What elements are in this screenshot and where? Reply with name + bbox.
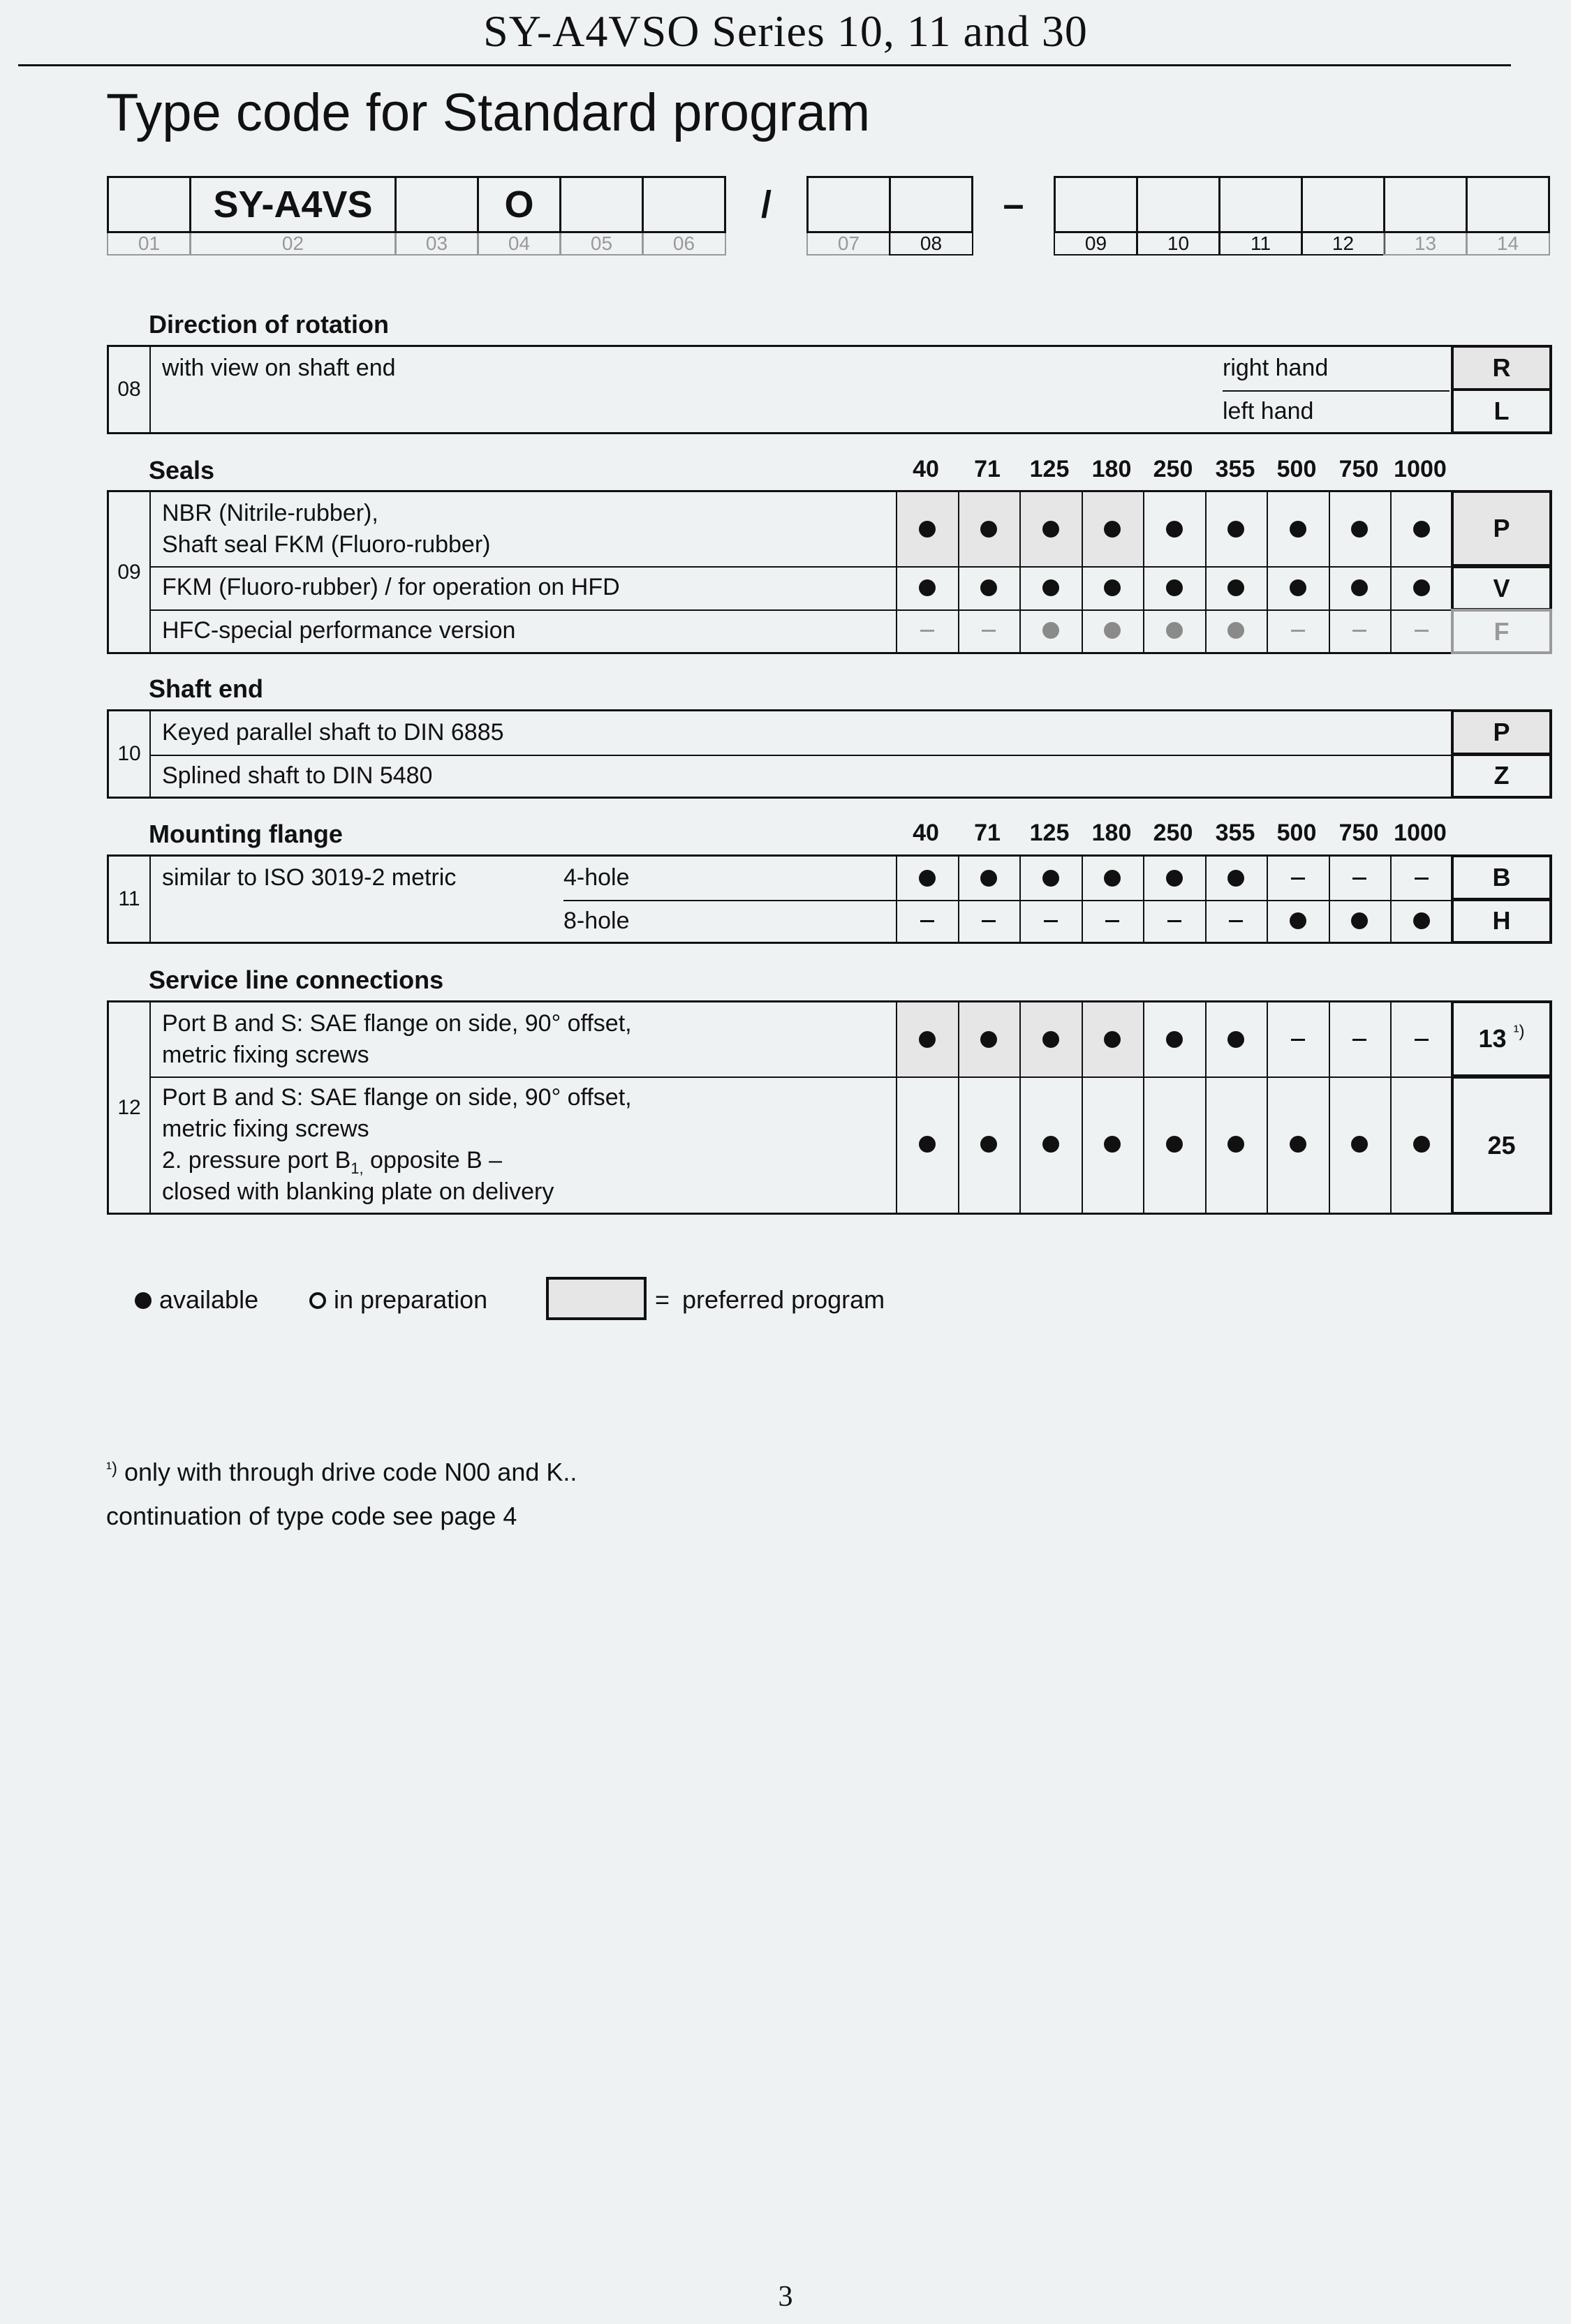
- service-25-line3-pre: 2. pressure port B: [162, 1147, 351, 1174]
- grid-line: [149, 755, 1550, 756]
- available-dot: [1413, 1136, 1430, 1153]
- code-13: [1451, 1000, 1552, 1077]
- legend-in-preparation: in preparation: [334, 1285, 488, 1314]
- flange-size-500: 500: [1276, 820, 1317, 846]
- type-code-box-09: [1054, 176, 1138, 233]
- flange-4-hole-label: 4-hole: [563, 864, 630, 891]
- shaft-row-number: 10: [109, 711, 151, 797]
- position-number-03: 03: [394, 233, 479, 256]
- flange-8-hole-label: 8-hole: [563, 908, 630, 934]
- seal-nbr-line1: NBR (Nitrile-rubber),: [162, 500, 378, 526]
- flange-heading: Mounting flange: [149, 820, 343, 848]
- type-code-box-10: [1136, 176, 1220, 233]
- seals-size-71: 71: [974, 456, 1001, 482]
- position-number-12: 12: [1301, 233, 1385, 256]
- position-number-13: 13: [1383, 233, 1468, 256]
- grid-line: [1143, 1002, 1144, 1213]
- grid-line: [1329, 857, 1330, 942]
- code-F: F: [1451, 609, 1552, 654]
- not-available-dash: [1105, 920, 1119, 922]
- grid-line: [1267, 492, 1268, 652]
- shaft-table: [107, 709, 1552, 799]
- service-25-line1: Port B and S: SAE flange on side, 90° offset,: [162, 1084, 632, 1111]
- available-dot: [1290, 912, 1306, 929]
- available-dot: [1351, 579, 1368, 596]
- not-available-dash: [982, 630, 996, 632]
- available-dot: [1227, 1136, 1244, 1153]
- grid-line: [563, 900, 1550, 901]
- direction-table: [107, 345, 1552, 434]
- flange-size-750: 750: [1338, 820, 1379, 846]
- grid-line: [1390, 492, 1392, 652]
- available-dot: [1166, 1136, 1183, 1153]
- code-B: B: [1451, 854, 1552, 901]
- service-25-line4: closed with blanking plate on delivery: [162, 1178, 554, 1205]
- available-dot: [1290, 579, 1306, 596]
- grid-line: [1082, 857, 1083, 942]
- not-available-dash: [1167, 920, 1181, 922]
- not-available-dash: [1352, 878, 1366, 880]
- available-dot: [1290, 1136, 1306, 1153]
- preferred-swatch: [546, 1277, 647, 1320]
- direction-row-number: 08: [109, 347, 151, 432]
- position-number-02: 02: [189, 233, 397, 256]
- service-13-line2: metric fixing screws: [162, 1042, 369, 1068]
- document-header-title: SY-A4VSO Series 10, 11 and 30: [483, 6, 1088, 56]
- available-dot: [1042, 870, 1059, 887]
- flange-size-180: 180: [1091, 820, 1132, 846]
- shaft-keyed-label: Keyed parallel shaft to DIN 6885: [162, 719, 504, 746]
- left-hand-label: left hand: [1223, 398, 1314, 424]
- seal-hfc-label: HFC-special performance version: [162, 617, 516, 644]
- available-dot: [980, 521, 997, 538]
- available-dot: [1166, 870, 1183, 887]
- seals-size-1000: 1000: [1394, 456, 1447, 482]
- grid-line: [1143, 492, 1144, 652]
- available-dot: [1042, 1136, 1059, 1153]
- available-dot: [980, 870, 997, 887]
- legend-preferred: preferred program: [682, 1285, 885, 1314]
- not-available-dash: [920, 630, 934, 632]
- grid-line: [1205, 492, 1207, 652]
- grid-line: [896, 1002, 897, 1213]
- in-preparation-ring-icon: [309, 1292, 326, 1309]
- not-available-dash: [1229, 920, 1243, 922]
- seals-size-750: 750: [1338, 456, 1379, 482]
- type-code-box-04: O: [477, 176, 561, 233]
- grid-line: [958, 857, 959, 942]
- flange-row-number: 11: [109, 857, 151, 942]
- available-dot: [1227, 622, 1244, 639]
- available-dot: [1413, 912, 1430, 929]
- grid-line: [149, 609, 1550, 611]
- shaft-heading: Shaft end: [149, 674, 264, 703]
- code-13-footnote-mark: ¹): [1513, 1022, 1525, 1041]
- type-code-box-13: [1383, 176, 1468, 233]
- seals-size-125: 125: [1029, 456, 1070, 482]
- legend-equals: =: [655, 1285, 670, 1314]
- type-code-dash: –: [1003, 184, 1024, 225]
- code-V: V: [1451, 565, 1552, 611]
- available-dot: [1351, 912, 1368, 929]
- header-rule: [18, 64, 1511, 66]
- available-dot: [1351, 521, 1368, 538]
- available-dot: [1042, 622, 1059, 639]
- available-dot: [1166, 521, 1183, 538]
- direction-divider: [1223, 390, 1450, 392]
- available-dot: [1104, 870, 1121, 887]
- type-code-box-07: [806, 176, 891, 233]
- legend-available: available: [159, 1285, 259, 1314]
- available-dot: [919, 579, 936, 596]
- code-L: L: [1451, 388, 1552, 434]
- available-dot: [1104, 579, 1121, 596]
- grid-line: [896, 857, 897, 942]
- code-P-shaft: P: [1451, 709, 1552, 755]
- available-dot: [1104, 521, 1121, 538]
- not-available-dash: [920, 920, 934, 922]
- grid-line: [149, 566, 1550, 568]
- subscript-1: 1,: [351, 1159, 364, 1177]
- flange-size-125: 125: [1029, 820, 1070, 846]
- not-available-dash: [1415, 1039, 1429, 1041]
- position-number-08: 08: [889, 233, 973, 256]
- service-row-number: 12: [109, 1002, 151, 1213]
- position-number-06: 06: [642, 233, 726, 256]
- seals-size-500: 500: [1276, 456, 1317, 482]
- grid-line: [1019, 492, 1021, 652]
- not-available-dash: [1415, 630, 1429, 632]
- available-dot: [1104, 1031, 1121, 1048]
- type-code-box-11: [1218, 176, 1303, 233]
- flange-description: similar to ISO 3019-2 metric: [162, 864, 457, 891]
- grid-line: [896, 492, 897, 652]
- grid-line: [149, 1076, 1550, 1078]
- position-number-01: 01: [107, 233, 191, 256]
- not-available-dash: [1291, 878, 1305, 880]
- available-dot: [1227, 521, 1244, 538]
- type-code-slash: /: [760, 184, 772, 225]
- shaft-splined-label: Splined shaft to DIN 5480: [162, 762, 433, 789]
- grid-line: [1390, 1002, 1392, 1213]
- service-25-line3-post: opposite B –: [363, 1147, 503, 1174]
- type-code-box-05: [559, 176, 644, 233]
- not-available-dash: [1044, 920, 1058, 922]
- not-available-dash: [1291, 1039, 1305, 1041]
- seals-size-40: 40: [913, 456, 939, 482]
- type-code-box-06: [642, 176, 726, 233]
- code-R: R: [1451, 345, 1552, 391]
- grid-line: [1082, 1002, 1083, 1213]
- type-code-box-03: [394, 176, 479, 233]
- available-dot: [1351, 1136, 1368, 1153]
- type-code-box-01: [107, 176, 191, 233]
- flange-size-40: 40: [913, 820, 939, 846]
- available-dot: [1166, 622, 1183, 639]
- available-dot: [919, 521, 936, 538]
- available-dot: [1166, 1031, 1183, 1048]
- available-dot: [980, 1031, 997, 1048]
- available-dot: [919, 1136, 936, 1153]
- code-25: 25: [1451, 1076, 1552, 1215]
- position-number-09: 09: [1054, 233, 1138, 256]
- available-dot: [1104, 1136, 1121, 1153]
- position-number-10: 10: [1136, 233, 1220, 256]
- footnote-mark: ¹): [106, 1459, 117, 1478]
- position-number-11: 11: [1218, 233, 1303, 256]
- grid-line: [1082, 492, 1083, 652]
- not-available-dash: [1352, 630, 1366, 632]
- type-code-box-14: [1466, 176, 1550, 233]
- grid-line: [1205, 1002, 1207, 1213]
- position-number-14: 14: [1466, 233, 1550, 256]
- seal-nbr-line2: Shaft seal FKM (Fluoro-rubber): [162, 531, 491, 558]
- code-H: H: [1451, 898, 1552, 944]
- available-dot: [980, 579, 997, 596]
- grid-line: [958, 1002, 959, 1213]
- flange-table: [107, 854, 1552, 944]
- seals-table: [107, 490, 1552, 654]
- available-dot: [919, 870, 936, 887]
- service-heading: Service line connections: [149, 965, 444, 994]
- type-code-box-12: [1301, 176, 1385, 233]
- available-dot: [1104, 622, 1121, 639]
- available-dot: [980, 1136, 997, 1153]
- flange-size-355: 355: [1215, 820, 1255, 846]
- available-dot: [1166, 579, 1183, 596]
- grid-line: [958, 492, 959, 652]
- available-dot: [1413, 521, 1430, 538]
- grid-line: [1143, 857, 1144, 942]
- grid-line: [1329, 1002, 1330, 1213]
- not-available-dash: [1352, 1039, 1366, 1041]
- flange-size-71: 71: [974, 820, 1001, 846]
- flange-size-1000: 1000: [1394, 820, 1447, 846]
- direction-heading: Direction of rotation: [149, 310, 389, 339]
- continuation-note: continuation of type code see page 4: [106, 1502, 517, 1530]
- seals-size-180: 180: [1091, 456, 1132, 482]
- available-dot: [1042, 579, 1059, 596]
- code-Z: Z: [1451, 753, 1552, 799]
- not-available-dash: [1291, 630, 1305, 632]
- seals-size-250: 250: [1153, 456, 1193, 482]
- grid-line: [1205, 857, 1207, 942]
- direction-description: with view on shaft end: [162, 355, 396, 381]
- right-hand-label: right hand: [1223, 355, 1329, 381]
- available-dot: [1227, 870, 1244, 887]
- code-13-value: 13: [1478, 1024, 1507, 1053]
- seals-heading: Seals: [149, 456, 215, 484]
- seals-size-355: 355: [1215, 456, 1255, 482]
- grid-line: [1267, 1002, 1268, 1213]
- service-25-line2: metric fixing screws: [162, 1116, 369, 1142]
- service-13-line1: Port B and S: SAE flange on side, 90° offset,: [162, 1010, 632, 1037]
- available-dot: [1413, 579, 1430, 596]
- service-table: [107, 1000, 1552, 1215]
- position-number-07: 07: [806, 233, 891, 256]
- position-number-04: 04: [477, 233, 561, 256]
- flange-size-250: 250: [1153, 820, 1193, 846]
- footnote-text: only with through drive code N00 and K..: [117, 1458, 577, 1486]
- grid-line: [1390, 857, 1392, 942]
- page-number: 3: [778, 2281, 793, 2313]
- seals-row-number: 09: [109, 492, 151, 652]
- available-dot: [1290, 521, 1306, 538]
- code-P-seal: P: [1451, 490, 1552, 567]
- available-dot: [919, 1031, 936, 1048]
- not-available-dash: [982, 920, 996, 922]
- not-available-dash: [1415, 878, 1429, 880]
- position-number-05: 05: [559, 233, 644, 256]
- type-code-box-02: SY-A4VS: [189, 176, 397, 233]
- available-dot-icon: [135, 1292, 152, 1309]
- page-title: Type code for Standard program: [106, 83, 871, 142]
- grid-line: [1019, 857, 1021, 942]
- grid-line: [1329, 492, 1330, 652]
- available-dot: [1042, 1031, 1059, 1048]
- available-dot: [1042, 521, 1059, 538]
- available-dot: [1227, 579, 1244, 596]
- footnote-1: [106, 1458, 577, 1487]
- seal-fkm-label: FKM (Fluoro-rubber) / for operation on HFD: [162, 574, 620, 600]
- grid-line: [1267, 857, 1268, 942]
- available-dot: [1227, 1031, 1244, 1048]
- grid-line: [1019, 1002, 1021, 1213]
- type-code-box-08: [889, 176, 973, 233]
